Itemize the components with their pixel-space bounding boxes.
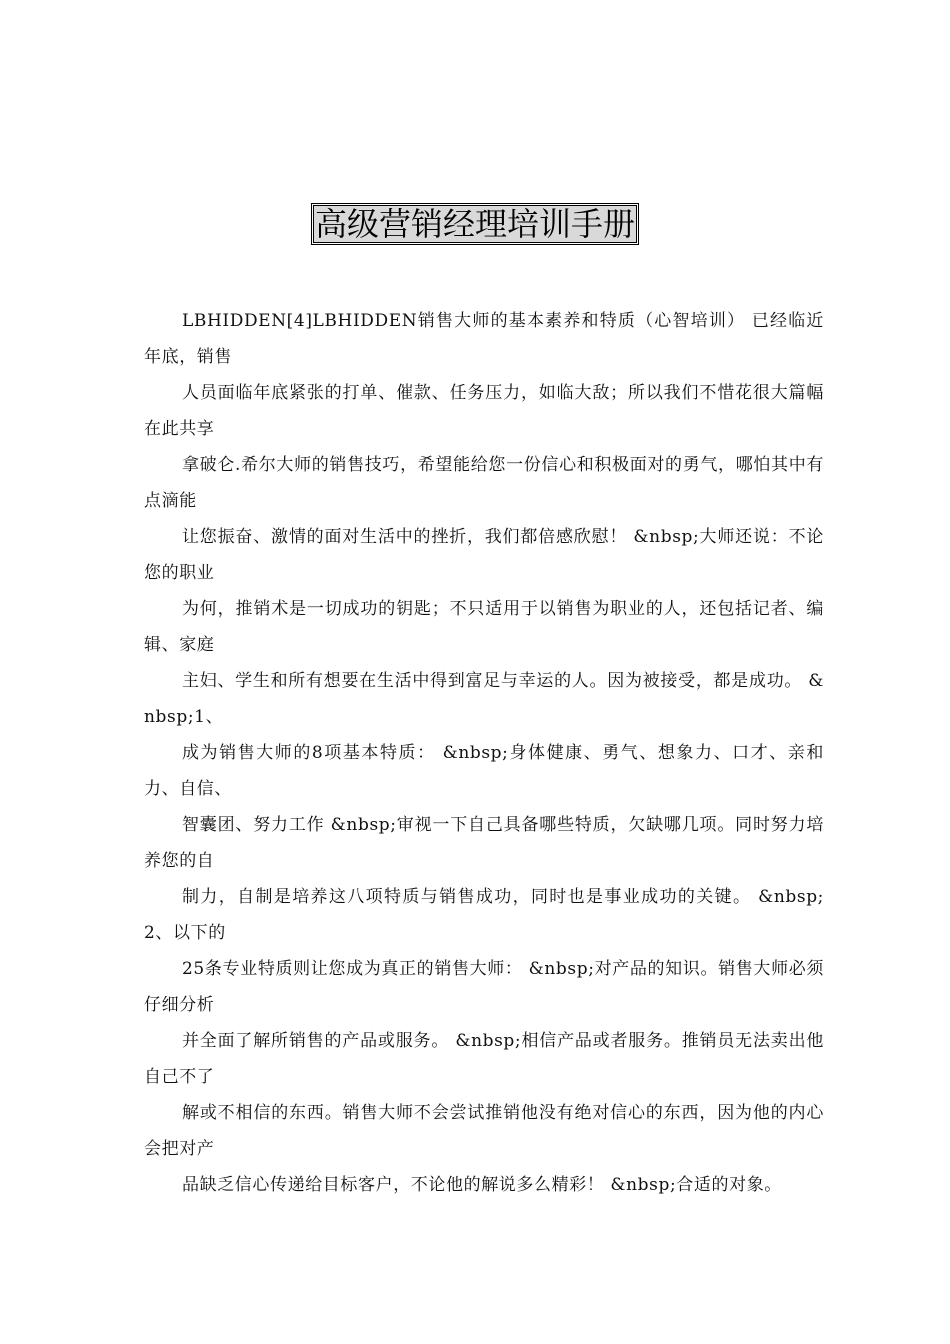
paragraph: 主妇、学生和所有想要在生活中得到富足与幸运的人。因为被接受，都是成功。 &nbsp;1、 (144, 671, 824, 727)
paragraph: 成为销售大师的8项基本特质： &nbsp;身体健康、勇气、想象力、口才、亲和力、自信、 (144, 743, 824, 799)
paragraph: 让您振奋、激情的面对生活中的挫折，我们都倍感欣慰！ &nbsp;大师还说：不论您的职业 (144, 527, 824, 583)
paragraph: 智囊团、努力工作 &nbsp;审视一下自己具备哪些特质，欠缺哪几项。同时努力培养您的自 (144, 815, 824, 871)
document-title: 高级营销经理培训手册 (311, 203, 639, 245)
paragraph: 拿破仑.希尔大师的销售技巧，希望能给您一份信心和积极面对的勇气，哪怕其中有点滴能 (144, 455, 824, 511)
paragraph: 人员面临年底紧张的打单、催款、任务压力，如临大敌；所以我们不惜花很大篇幅在此共享 (144, 383, 824, 439)
paragraph: 制力，自制是培养这八项特质与销售成功，同时也是事业成功的关键。 &nbsp;2、以下的 (144, 887, 824, 943)
title-container (0, 203, 950, 245)
paragraph: 并全面了解所销售的产品或服务。 &nbsp;相信产品或者服务。推销员无法卖出他自己不了 (144, 1031, 824, 1087)
paragraph: 解或不相信的东西。销售大师不会尝试推销他没有绝对信心的东西，因为他的内心会把对产 (144, 1103, 824, 1159)
paragraph: 品缺乏信心传递给目标客户，不论他的解说多么精彩！ &nbsp;合适的对象。 (182, 1175, 782, 1195)
paragraph: 为何，推销术是一切成功的钥匙；不只适用于以销售为职业的人，还包括记者、编辑、家庭 (144, 599, 824, 655)
document-body (144, 303, 824, 1203)
paragraph: 25条专业特质则让您成为真正的销售大师： &nbsp;对产品的知识。销售大师必须仔细分析 (144, 959, 824, 1015)
paragraph: LBHIDDEN[4]LBHIDDEN销售大师的基本素养和特质（心智培训） 已经临近年底，销售 (144, 311, 824, 367)
